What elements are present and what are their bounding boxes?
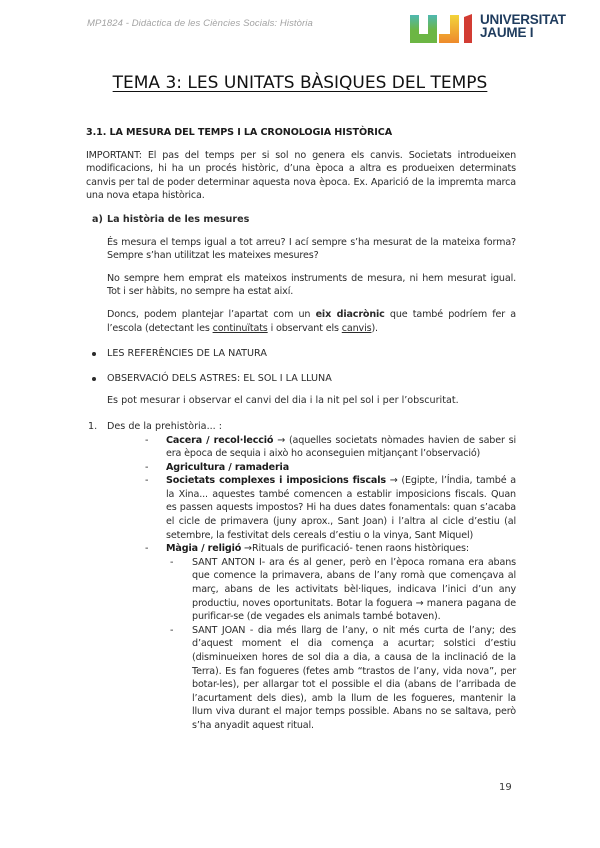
subsection-paragraph-1: És mesura el temps igual a tot arreu? I ací sempre s’ha mesurat de la mateixa forma? Sempre s’han utilitzat les mateixes mesures? <box>107 236 516 262</box>
dash-marker: - <box>170 556 174 568</box>
nested-item-text: SANT ANTON I- ara és al gener, però en l’època romana era abans que comence la primavera, abans de l’any romà que començava al març, abans de les activitats bèl·liques, indicava l’inici d’un any productiu, noves oportunitats. Botar la foguera → manera pagana de purificar-se (de vegades els animals també botaven). <box>192 556 516 623</box>
dash-item <box>143 474 516 542</box>
uji-logo-icon <box>410 14 472 44</box>
numbered-label: Des de la prehistòria... : <box>107 420 222 432</box>
logo-text-line2: JAUME I <box>480 25 534 40</box>
section-heading: 3.1. LA MESURA DEL TEMPS I LA CRONOLOGIA HISTÒRICA <box>86 127 393 138</box>
dash-item <box>143 461 516 475</box>
page-number: 19 <box>499 782 512 793</box>
item-bold: Màgia / religió <box>166 543 242 555</box>
item-bold: Agricultura / ramaderia <box>166 461 290 473</box>
dash-item <box>143 434 516 461</box>
text-span: i observant els <box>267 322 342 334</box>
nested-item-text: SANT JOAN - dia més llarg de l’any, o nit més curta de l’any; des d’aquest moment el dia comença a acurtar; solstici d’estiu (disminueixen hores de sol dia a dia, a causa de la inclinació de la Terra). Es fan fogueres (fetes amb “trastos de l’any, vida nova”, per botar-les), per allargar tot el possible el dia (abans de l’arribada de l’acurtament dels dies), amb la llum de les fogueres, mantenir la llum viva durant el major temps possible. Abans no se saltava, però s’ha anyadit aquest ritual. <box>192 624 516 731</box>
bullet-dot-icon <box>92 352 96 356</box>
university-name <box>480 13 566 39</box>
nested-dash-list <box>143 556 516 733</box>
bullet-item <box>86 372 516 386</box>
subsection-paragraph-2: No sempre hem emprat els mateixos instruments de mesura, ni hem mesurat igual. Tot i ser hàbits, no sempre ha estat així. <box>107 272 516 298</box>
page-title-text: TEMA 3: LES UNITATS BÀSIQUES DEL TEMPS <box>112 73 488 93</box>
subsection-a-body <box>86 236 516 336</box>
dash-marker: - <box>145 461 149 473</box>
important-paragraph: IMPORTANT: El pas del temps per si sol no genera els canvis. Societats introdueixen modificacions, hi ha un procés històric, d’una època a altra es produeixen determinats canvis per tal de poder determinar aquesta nova època. Ex. Aparició de la impremta marca una nova etapa històrica. <box>86 149 516 202</box>
numbered-item <box>86 420 516 434</box>
dash-list <box>86 434 516 733</box>
underlined-term: continuïtats <box>212 322 268 334</box>
nested-dash-item <box>166 556 516 624</box>
item-bold: Cacera / recol·lecció <box>166 434 274 446</box>
bullet-label: LES REFERÈNCIES DE LA NATURA <box>107 348 267 360</box>
bullet-item <box>86 347 516 361</box>
text-span: ). <box>371 322 378 334</box>
underlined-term: canvis <box>341 322 372 334</box>
page-title <box>0 73 600 93</box>
bullet-dot-icon <box>92 377 96 381</box>
bold-term: eix diacrònic <box>315 308 385 320</box>
subsection-label: La història de les mesures <box>107 213 250 225</box>
subsection-a <box>86 213 516 227</box>
dash-item <box>143 542 516 556</box>
item-text: → (Egipte, l’Índia, també a la Xina... aquestes també comencen a establir imposicions fiscals. Quan es passen aquests impostos? Hi ha dues dates fonamentals: quan s’acaba el cicle de primavera (juny aprox., Sant Joan) i l’altra al cicle d’estiu (al setembre, la festivitat dels cereals d’estiu o la vinya, Sant Miquel) <box>166 475 516 541</box>
dash-marker: - <box>145 475 149 487</box>
dash-marker: - <box>145 434 149 446</box>
document-body <box>86 126 516 733</box>
bullet-body: Es pot mesurar i observar el canvi del dia i la nit pel sol i per l’obscuritat. <box>107 395 459 407</box>
item-text: →Rituals de purificació- tenen raons històriques: <box>241 543 469 555</box>
item-bold: Societats complexes i imposicions fiscals <box>166 475 386 487</box>
course-header-text: MP1824 - Didàctica de les Ciències Socials: Història <box>87 18 313 29</box>
dash-marker: - <box>170 624 174 636</box>
dash-marker: - <box>145 543 149 555</box>
bullet-label: OBSERVACIÓ DELS ASTRES: EL SOL I LA LLUNA <box>107 372 332 384</box>
subsection-paragraph-3 <box>107 308 516 335</box>
text-span: que també podríem fer a l’escola (detectant les <box>107 308 516 334</box>
text-span: Doncs, podem plantejar l’apartat com un <box>107 308 316 320</box>
number-marker: 1. <box>88 420 98 432</box>
logo-text-line1: UNIVERSITAT <box>480 12 566 27</box>
nested-dash-item <box>166 624 516 733</box>
item-text: → (aquelles societats nòmades havien de saber si era època de sequia i això ho aconseguien mitjançant l’observació) <box>166 434 517 460</box>
subsection-marker: a) <box>92 213 103 225</box>
